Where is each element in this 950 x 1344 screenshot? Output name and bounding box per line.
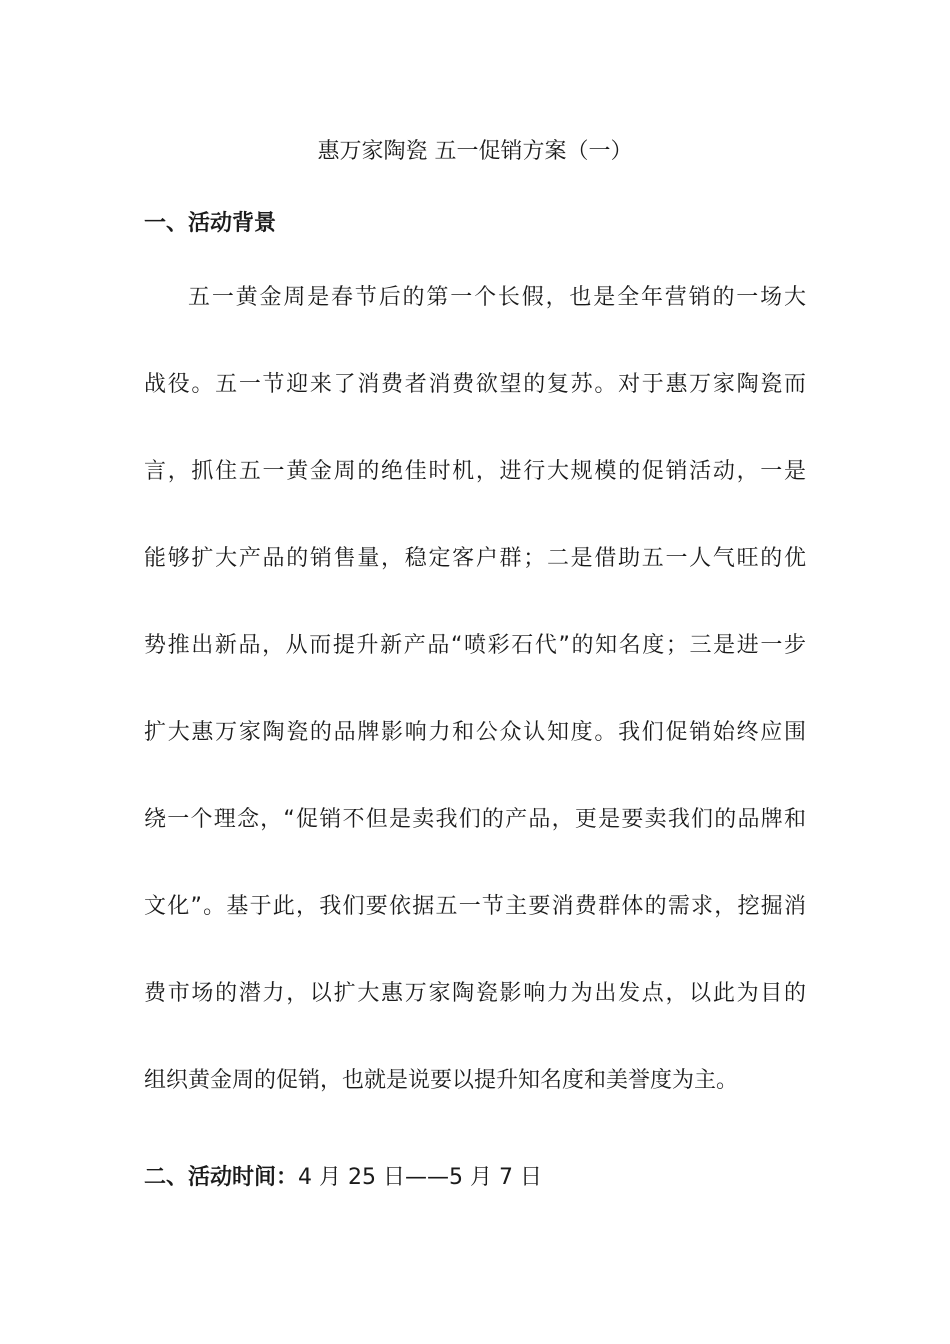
section-heading-background: 一、活动背景 (144, 211, 277, 236)
paragraph-line: 扩大惠万家陶瓷的品牌影响力和公众认知度。我们促销始终应围 (144, 720, 806, 745)
paragraph-line: 势推出新品，从而提升新产品“喷彩石代”的知名度；三是进一步 (144, 633, 806, 658)
paragraph-line: 能够扩大产品的销售量，稳定客户群；二是借助五一人气旺的优 (144, 546, 806, 571)
activity-date-range: 4 月 25 日——5 月 7 日 (298, 1165, 542, 1190)
document-title: 惠万家陶瓷 五一促销方案（一） (317, 139, 633, 164)
paragraph-line: 五一黄金周是春节后的第一个长假，也是全年营销的一场大 (188, 285, 806, 310)
paragraph-line: 费市场的潜力，以扩大惠万家陶瓷影响力为出发点，以此为目的 (144, 981, 806, 1006)
section-heading-time-label: 二、活动时间： (144, 1165, 299, 1190)
paragraph-line: 组织黄金周的促销，也就是说要以提升知名度和美誉度为主。 (144, 1068, 739, 1093)
section-heading-time (144, 1162, 542, 1194)
paragraph-line: 绕一个理念，“促销不但是卖我们的产品，更是要卖我们的品牌和 (144, 807, 806, 832)
paragraph-line: 言，抓住五一黄金周的绝佳时机，进行大规模的促销活动，一是 (144, 459, 806, 484)
paragraph-line: 文化”。基于此，我们要依据五一节主要消费群体的需求，挖掘消 (144, 894, 806, 919)
paragraph-line: 战役。五一节迎来了消费者消费欲望的复苏。对于惠万家陶瓷而 (144, 372, 806, 397)
